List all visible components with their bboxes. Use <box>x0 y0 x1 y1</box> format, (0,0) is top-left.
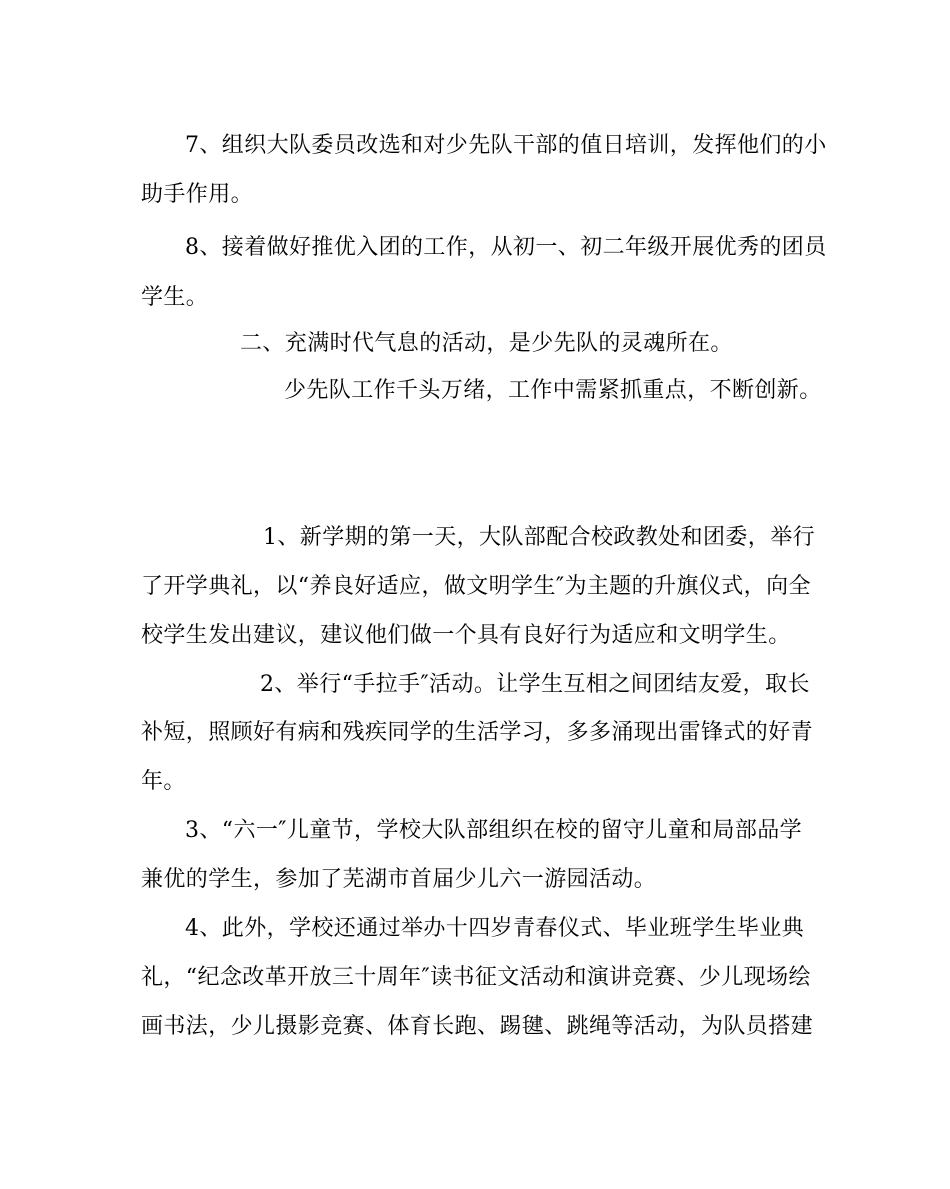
text-line-2: 助手作用。 <box>141 182 254 207</box>
text-line-6: 少先队工作千头万绪，工作中需紧抓重点，不断创新。 <box>284 378 822 403</box>
text-line-1: 7、组织大队委员改选和对少先队干部的值日培训，发挥他们的小 <box>185 133 827 158</box>
text-line-17: 画书法，少儿摄影竞赛、体育长跑、踢毽、跳绳等活动，为队员搭建 <box>141 1014 814 1039</box>
text-line-11: 补短，照顾好有病和残疾同学的生活学习，多多涌现出雷锋式的好青 <box>141 720 814 745</box>
text-line-4: 学生。 <box>141 285 209 310</box>
text-line-3: 8、接着做好推优入团的工作，从初一、初二年级开展优秀的团员 <box>185 235 827 260</box>
text-line-10: 2、举行“手拉手″活动。让学生互相之间团结友爱，取长 <box>260 672 810 697</box>
text-line-16: 礼，“纪念改革开放三十周年″读书征文活动和演讲竞赛、少儿现场绘 <box>141 965 811 990</box>
text-line-9: 校学生发出建议，建议他们做一个具有良好行为适应和文明学生。 <box>141 623 791 648</box>
section-heading: 二、充满时代气息的活动，是少先队的灵魂所在。 <box>240 331 733 356</box>
text-line-14: 兼优的学生，参加了芜湖市首届少儿六一游园活动。 <box>141 867 657 892</box>
text-line-13: 3、“六一″儿童节，学校大队部组织在校的留守儿童和局部品学 <box>185 818 803 843</box>
text-line-7: 1、新学期的第一天，大队部配合校政教处和团委，举行 <box>263 525 815 550</box>
text-line-15: 4、此外，学校还通过举办十四岁青春仪式、毕业班学生毕业典 <box>185 916 805 941</box>
text-line-12: 年。 <box>141 769 186 794</box>
text-line-8: 了开学典礼，以“养良好适应，做文明学生″为主题的升旗仪式，向全 <box>141 574 811 599</box>
